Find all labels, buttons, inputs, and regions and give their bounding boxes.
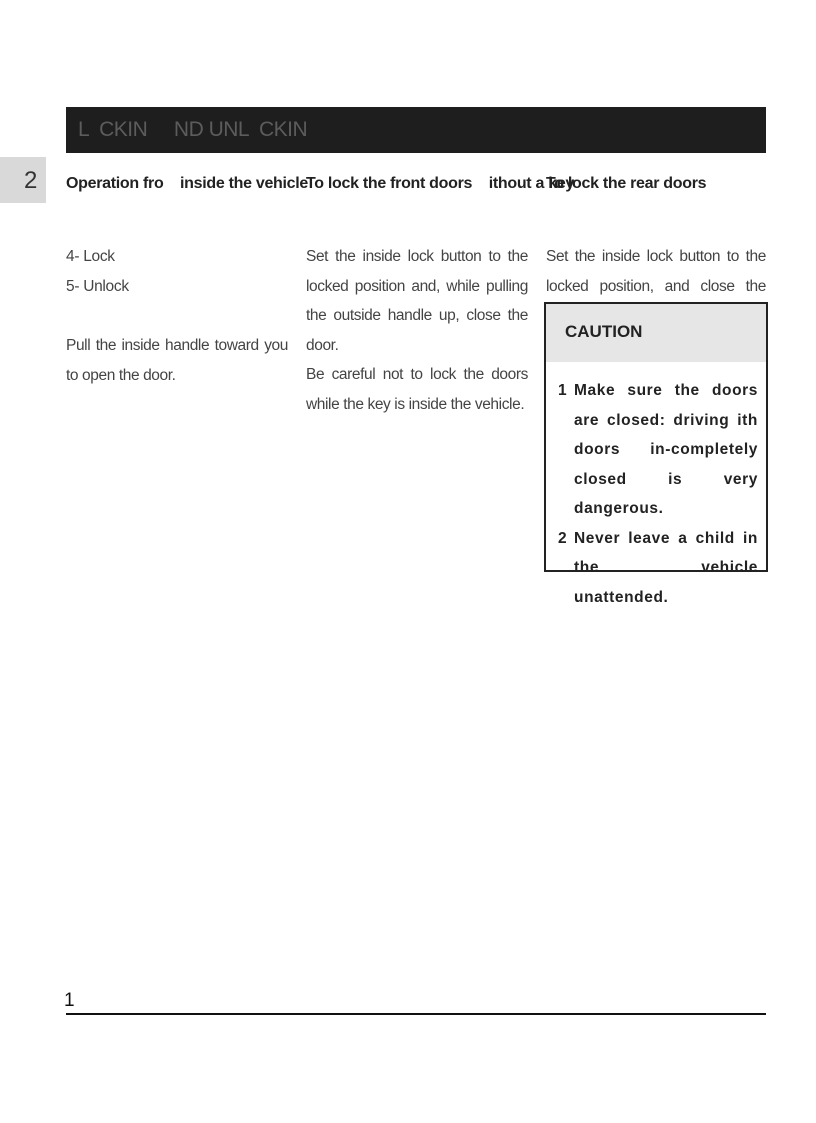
caution-item-text: Never leave a child in the vehicle unattended. <box>574 529 758 606</box>
caution-item-text: Make sure the doors are closed: driving ith doors in-completely closed is very dangerous. <box>574 382 758 517</box>
paragraph: Set the inside lock button to the locked position, and close the <box>546 248 766 295</box>
list-item: 5- Unlock <box>66 277 129 295</box>
column-title: To lock the front doors ithout a key <box>306 175 575 192</box>
footer-rule <box>66 1013 766 1015</box>
chapter-number: 2 <box>24 167 38 194</box>
section-header-bar <box>66 107 766 153</box>
column-front-doors <box>306 172 575 419</box>
caution-item <box>558 376 758 524</box>
section-title: L CKIN ND UNL CKIN <box>78 118 308 141</box>
page-number: 1 <box>64 990 75 1011</box>
lock-positions-list <box>66 242 288 301</box>
column-title: To lock the rear doors <box>546 175 707 192</box>
caution-item-number: 2 <box>558 529 568 547</box>
list-item: 4- Lock <box>66 248 115 265</box>
caution-box <box>544 302 768 606</box>
column-inside-operation <box>66 172 309 390</box>
caution-list <box>558 376 758 612</box>
caution-header <box>546 304 766 362</box>
caution-item <box>558 524 758 613</box>
chapter-tab <box>0 157 46 203</box>
caution-title: CAUTION <box>565 322 643 341</box>
paragraph: Be careful not to lock the doors while the key is inside the vehicle. <box>306 366 528 413</box>
column-title: Operation fro inside the vehicle <box>66 175 309 192</box>
paragraph: Set the inside lock button to the locked position and, while pulling the outside handle up, close the door. <box>306 248 528 354</box>
paragraph: Pull the inside handle toward you to open the door. <box>66 337 288 384</box>
caution-item-number: 1 <box>558 382 568 399</box>
